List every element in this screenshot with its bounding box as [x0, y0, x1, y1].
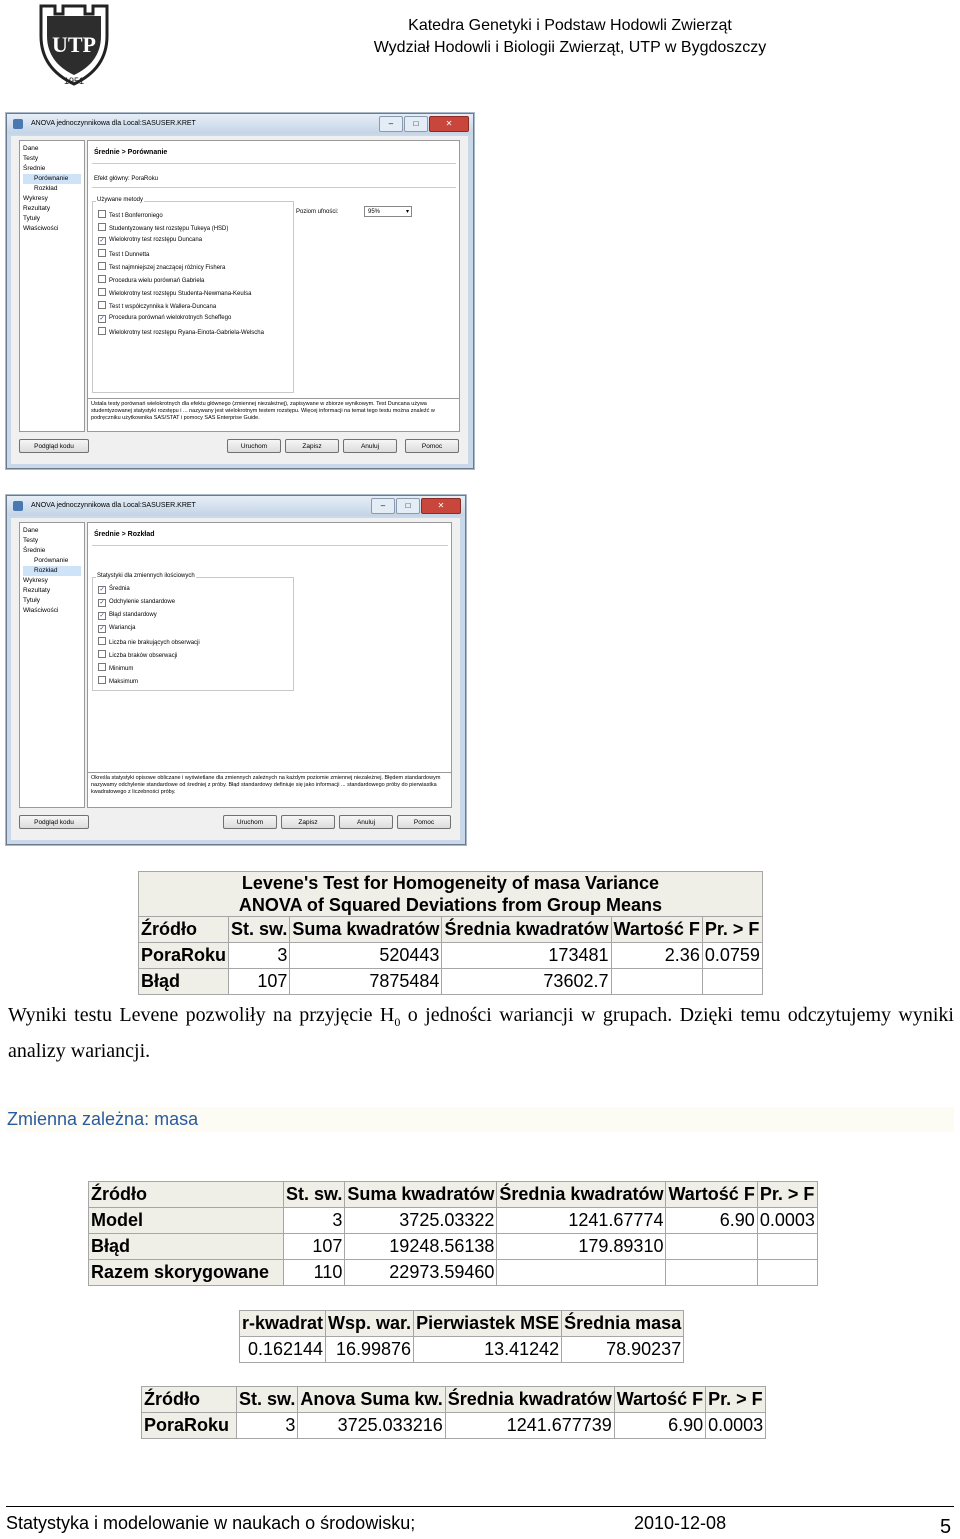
- method-duncan[interactable]: ✓ Wielokrotny test rozstępu Duncana: [99, 237, 203, 244]
- panel-title: Średnie > Rozkład: [94, 531, 155, 538]
- method-waller-duncan[interactable]: Test t współczynnika k Wallera-Duncana: [98, 301, 216, 311]
- checkbox-icon[interactable]: [98, 327, 106, 335]
- nav-item-dane[interactable]: Dane: [23, 145, 39, 152]
- table-cell: 1241.677739: [445, 1413, 614, 1439]
- stat-stderr[interactable]: ✓ Błąd standardowy: [99, 612, 157, 619]
- nav-item-wlasciwosci[interactable]: Właściwości: [23, 607, 59, 614]
- row-header: PoraRoku: [142, 1413, 237, 1439]
- column-header: Wartość F: [614, 1387, 705, 1413]
- table-cell: 520443: [290, 943, 442, 969]
- column-header: Suma kwadratów: [345, 1182, 497, 1208]
- effect-label: Efekt główny: PoraRoku: [94, 176, 159, 182]
- method-regw[interactable]: Wielokrotny test rozstępu Ryana-Einota-Gabriela-Welscha: [98, 327, 264, 337]
- column-header: Pr. > F: [757, 1182, 817, 1208]
- column-header: Wartość F: [611, 917, 702, 943]
- stat-mean[interactable]: ✓ Średnia: [99, 586, 130, 593]
- checkbox-checked-icon[interactable]: ✓: [99, 626, 105, 632]
- column-header: Anova Suma kw.: [298, 1387, 445, 1413]
- method-tukey[interactable]: Studentyzowany test rozstępu Tukeya (HSD): [98, 223, 228, 233]
- checkbox-icon[interactable]: [98, 637, 106, 645]
- column-header: Źródło: [139, 917, 229, 943]
- maximize-button[interactable]: □: [404, 116, 428, 132]
- row-header: Błąd: [89, 1234, 284, 1260]
- stat-missing[interactable]: Liczba braków obserwacji: [98, 650, 177, 660]
- header-department: Katedra Genetyki i Podstaw Hodowli Zwierząt: [408, 17, 732, 34]
- nav-item-wykresy[interactable]: Wykresy: [23, 577, 48, 584]
- dialog-titlebar: [7, 496, 465, 516]
- table-cell: 6.90: [666, 1208, 757, 1234]
- table-cell: 3725.033216: [298, 1413, 445, 1439]
- stats-group: [92, 573, 294, 691]
- anova-dialog-comparison: [6, 113, 474, 469]
- table-cell: 179.89310: [497, 1234, 666, 1260]
- dialog-nav: [19, 522, 85, 808]
- checkbox-icon[interactable]: [98, 262, 106, 270]
- checkbox-icon[interactable]: [98, 650, 106, 658]
- minimize-button[interactable]: –: [379, 116, 403, 132]
- table-header-row: [139, 917, 763, 943]
- nav-item-rozklad[interactable]: Rozkład: [34, 185, 58, 192]
- column-header: Źródło: [89, 1182, 284, 1208]
- footer-course: Statystyka i modelowanie w naukach o środowisku;: [6, 1513, 416, 1533]
- app-icon: [13, 119, 23, 129]
- table-header-row: [142, 1387, 766, 1413]
- table-cell: 19248.56138: [345, 1234, 497, 1260]
- column-header: Wsp. war.: [326, 1311, 414, 1337]
- app-icon: [13, 501, 23, 511]
- save-button[interactable]: Zapisz: [281, 815, 335, 829]
- method-snk[interactable]: Wielokrotny test rozstępu Studenta-Newmana-Keulsa: [98, 288, 251, 298]
- panel-divider-2: [92, 187, 456, 188]
- table-cell: 16.99876: [326, 1337, 414, 1363]
- anova-table: [88, 1181, 818, 1286]
- stat-variance[interactable]: ✓ Wariancja: [99, 625, 136, 632]
- panel-divider: [92, 163, 456, 164]
- utp-logo: [33, 2, 115, 88]
- column-header: Średnia kwadratów: [442, 917, 611, 943]
- column-header: Pierwiastek MSE: [414, 1311, 562, 1337]
- table-cell: 0.0003: [706, 1413, 766, 1439]
- table-row: [142, 1413, 766, 1439]
- table-cell: [611, 969, 702, 995]
- svg-text:1951: 1951: [63, 76, 85, 86]
- run-button[interactable]: Uruchom: [227, 439, 281, 453]
- stat-nonmissing[interactable]: Liczba nie brakujących obserwacji: [98, 637, 200, 647]
- panel-divider: [92, 545, 448, 546]
- nav-item-tytuly[interactable]: Tytuły: [23, 215, 40, 222]
- column-header: St. sw.: [237, 1387, 298, 1413]
- table-cell: 0.162144: [240, 1337, 326, 1363]
- nav-item-testy[interactable]: Testy: [23, 155, 39, 162]
- confidence-label: Poziom ufności:: [296, 209, 339, 215]
- table-cell: 22973.59460: [345, 1260, 497, 1286]
- method-scheffe[interactable]: ✓ Procedura porównań wielokrotnych Scheffego: [99, 315, 232, 322]
- column-header: St. sw.: [229, 917, 290, 943]
- table-cell: 2.36: [611, 943, 702, 969]
- table-cell: [757, 1260, 817, 1286]
- table-cell: 3: [237, 1413, 298, 1439]
- help-description: Ustala testy porównań wielokrotnych dla efektu głównego (zmiennej niezależnej), zapisywane w zbiorze wynikowym. Test Duncana używa studentyzowanej statystyki rozstępu i ... nazywany jest wielokrotnym testem rozstępu. Więcej informacji na temat tego testu można znaleźć w podręczniku użytkownika SAS/STAT i pomocy SAS Enterprise Guide.: [87, 398, 460, 432]
- column-header: Pr. > F: [702, 917, 762, 943]
- column-header: Średnia kwadratów: [497, 1182, 666, 1208]
- maximize-button[interactable]: □: [396, 498, 420, 514]
- nav-item-porownanie[interactable]: Porównanie: [23, 174, 81, 184]
- header-faculty: Wydział Hodowli i Biologii Zwierząt, UTP w Bygdoszczy: [373, 39, 767, 56]
- table-caption-row: [139, 894, 763, 917]
- footer-date: 2010-12-08: [634, 1513, 727, 1533]
- method-gabriel[interactable]: Procedura wielu porównań Gabriela: [98, 275, 204, 285]
- checkbox-icon[interactable]: [98, 223, 106, 231]
- table-cell: [666, 1260, 757, 1286]
- row-header: Błąd: [139, 969, 229, 995]
- checkbox-checked-icon[interactable]: ✓: [99, 238, 105, 244]
- table-row: [89, 1208, 818, 1234]
- methods-group-label: Używane metody: [97, 197, 144, 203]
- nav-item-dane[interactable]: Dane: [23, 527, 39, 534]
- table-cell: 0.0759: [702, 943, 762, 969]
- result-paragraph: Wyniki testu Levene pozwoliły na przyjęcie $H_0$ o jedności wariancji w grupach. Dzięki temu odczytujemy wyniki analizy wariancji.: [8, 1004, 954, 1062]
- table-cell: 173481: [442, 943, 611, 969]
- table-cell: 7875484: [290, 969, 442, 995]
- nav-item-rezultaty[interactable]: Rezultaty: [23, 205, 51, 212]
- cancel-button[interactable]: Anuluj: [343, 439, 397, 453]
- table-row: [139, 969, 763, 995]
- table-row: [240, 1337, 684, 1363]
- table-cell: [497, 1260, 666, 1286]
- table-cell: 78.90237: [562, 1337, 684, 1363]
- table-cell: [666, 1234, 757, 1260]
- checkbox-icon[interactable]: [98, 249, 106, 257]
- table-cell: 107: [229, 969, 290, 995]
- nav-item-srednie[interactable]: Średnie: [23, 165, 46, 172]
- stats-group-label: Statystyki dla zmiennych ilościowych: [97, 573, 195, 579]
- column-header: Suma kwadratów: [290, 917, 442, 943]
- preview-code-button[interactable]: Podgląd kodu: [19, 439, 89, 453]
- row-header: PoraRoku: [139, 943, 229, 969]
- anova-dialog-distribution: [6, 495, 466, 845]
- table-header-row: [240, 1311, 684, 1337]
- method-dunnett[interactable]: Test t Dunnetta: [98, 249, 149, 259]
- footer-divider: [6, 1506, 954, 1507]
- options-panel: [87, 140, 460, 432]
- close-button[interactable]: ✕: [429, 116, 469, 132]
- checkbox-icon[interactable]: [98, 301, 106, 309]
- dialog-title: ANOVA jednoczynnikowa dla Local:SASUSER.KRET: [31, 120, 196, 127]
- levene-caption-2: ANOVA of Squared Deviations from Group Means: [139, 894, 763, 917]
- column-header: Średnia kwadratów: [445, 1387, 614, 1413]
- levene-table: [138, 871, 763, 995]
- column-header: Pr. > F: [706, 1387, 766, 1413]
- dialog-body: [11, 136, 468, 464]
- help-description: Określa statystyki opisowe obliczane i wyświetlane dla zmiennych zależnych na każdym poziomie zmiennej niezależnej. Błędem standardowym nazywamy odchylenie standardowe od średniej z próby. Błąd standardowy definiuje się jako informacji ... standardowego próby do pierwiastka kwadratowego z liczebności próby.: [87, 772, 452, 808]
- row-header: Razem skorygowane: [89, 1260, 284, 1286]
- help-button[interactable]: Pomoc: [405, 439, 459, 453]
- close-button[interactable]: ✕: [421, 498, 461, 514]
- preview-code-button[interactable]: Podgląd kodu: [19, 815, 89, 829]
- checkbox-checked-icon[interactable]: ✓: [99, 600, 105, 606]
- table-cell: 6.90: [614, 1413, 705, 1439]
- cancel-button[interactable]: Anuluj: [339, 815, 393, 829]
- table-cell: 3: [284, 1208, 345, 1234]
- dependent-variable-label: Zmienna zależna: masa: [6, 1107, 954, 1132]
- method-bonferroni[interactable]: Test t Bonferroniego: [98, 210, 163, 220]
- chevron-down-icon: ▾: [405, 209, 409, 215]
- table-caption-row: [139, 872, 763, 895]
- run-button[interactable]: Uruchom: [223, 815, 277, 829]
- stat-stddev[interactable]: ✓ Odchylenie standardowe: [99, 599, 176, 606]
- column-header: Źródło: [142, 1387, 237, 1413]
- table-cell: 3: [229, 943, 290, 969]
- stat-maximum[interactable]: Maksimum: [98, 676, 138, 686]
- checkbox-icon[interactable]: [98, 663, 106, 671]
- save-button[interactable]: Zapisz: [285, 439, 339, 453]
- table-cell: 0.0003: [757, 1208, 817, 1234]
- column-header: Wartość F: [666, 1182, 757, 1208]
- fit-statistics-table: [239, 1310, 684, 1363]
- dialog-title: ANOVA jednoczynnikowa dla Local:SASUSER.KRET: [31, 502, 196, 509]
- nav-item-wykresy[interactable]: Wykresy: [23, 195, 48, 202]
- checkbox-checked-icon[interactable]: ✓: [99, 587, 105, 593]
- checkbox-icon[interactable]: [98, 210, 106, 218]
- checkbox-icon[interactable]: [98, 275, 106, 283]
- minimize-button[interactable]: –: [371, 498, 395, 514]
- nav-item-porownanie[interactable]: Porównanie: [34, 557, 69, 564]
- table-row: [89, 1260, 818, 1286]
- effects-table: [141, 1386, 766, 1439]
- levene-caption-1: Levene's Test for Homogeneity of masa Variance: [139, 872, 763, 895]
- stat-minimum[interactable]: Minimum: [98, 663, 133, 673]
- table-cell: [702, 969, 762, 995]
- options-panel: [87, 522, 452, 808]
- confidence-select[interactable]: 95% ▾: [364, 206, 412, 217]
- table-row: [139, 943, 763, 969]
- table-cell: 73602.7: [442, 969, 611, 995]
- dialog-nav: [19, 140, 85, 432]
- checkbox-icon[interactable]: [98, 288, 106, 296]
- checkbox-icon[interactable]: [98, 676, 106, 684]
- table-row: [89, 1234, 818, 1260]
- column-header: St. sw.: [284, 1182, 345, 1208]
- dialog-titlebar: [7, 114, 473, 134]
- checkbox-checked-icon[interactable]: ✓: [99, 316, 105, 322]
- nav-item-srednie[interactable]: Średnie: [23, 547, 46, 554]
- table-cell: [757, 1234, 817, 1260]
- table-cell: 1241.67774: [497, 1208, 666, 1234]
- help-button[interactable]: Pomoc: [397, 815, 451, 829]
- table-cell: 110: [284, 1260, 345, 1286]
- table-header-row: [89, 1182, 818, 1208]
- nav-item-testy[interactable]: Testy: [23, 537, 39, 544]
- table-cell: 13.41242: [414, 1337, 562, 1363]
- panel-title: Średnie > Porównanie: [94, 149, 168, 156]
- checkbox-checked-icon[interactable]: ✓: [99, 613, 105, 619]
- dialog-body: [11, 518, 460, 840]
- row-header: Model: [89, 1208, 284, 1234]
- nav-item-wlasciwosci[interactable]: Właściwości: [23, 225, 59, 232]
- column-header: r-kwadrat: [240, 1311, 326, 1337]
- page-number: 5: [940, 1516, 952, 1538]
- nav-item-tytuly[interactable]: Tytuły: [23, 597, 40, 604]
- column-header: Średnia masa: [562, 1311, 684, 1337]
- svg-text:UTP: UTP: [52, 32, 96, 57]
- nav-item-rozklad[interactable]: Rozkład: [23, 566, 81, 576]
- table-cell: 107: [284, 1234, 345, 1260]
- method-fisher[interactable]: Test najmniejszej znaczącej różnicy Fishera: [98, 262, 225, 272]
- table-cell: 3725.03322: [345, 1208, 497, 1234]
- nav-item-rezultaty[interactable]: Rezultaty: [23, 587, 51, 594]
